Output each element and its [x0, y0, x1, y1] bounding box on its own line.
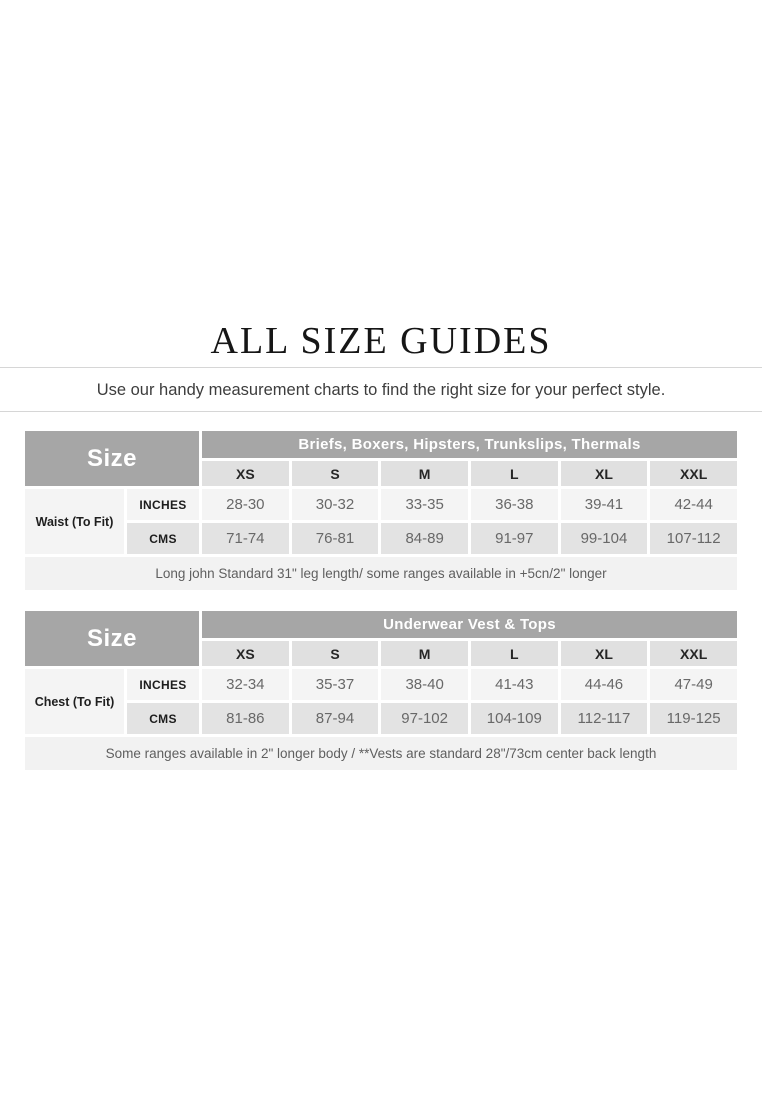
table-row — [25, 703, 737, 734]
category-header: Briefs, Boxers, Hipsters, Trunkslips, Thermals — [202, 431, 737, 458]
size-value-cell: 76-81 — [292, 523, 379, 554]
size-value-cell: 38-40 — [381, 669, 468, 700]
size-column-header: M — [381, 461, 468, 486]
table-footnote: Long john Standard 31" leg length/ some ranges available in +5cn/2" longer — [25, 557, 737, 590]
size-column-header: XXL — [650, 641, 737, 666]
size-value-cell: 104-109 — [471, 703, 558, 734]
unit-label: CMS — [127, 523, 199, 554]
size-value-cell: 107-112 — [650, 523, 737, 554]
size-column-header: M — [381, 641, 468, 666]
size-column-header: XXL — [650, 461, 737, 486]
table-row — [25, 523, 737, 554]
size-guide-table-vests — [22, 608, 740, 773]
size-column-header: L — [471, 461, 558, 486]
size-column-header: S — [292, 641, 379, 666]
table-footnote: Some ranges available in 2" longer body / **Vests are standard 28"/73cm center back length — [25, 737, 737, 770]
size-column-header: XS — [202, 641, 289, 666]
size-value-cell: 81-86 — [202, 703, 289, 734]
size-value-cell: 28-30 — [202, 489, 289, 520]
size-corner-header: Size — [25, 611, 199, 666]
size-value-cell: 42-44 — [650, 489, 737, 520]
size-value-cell: 39-41 — [561, 489, 648, 520]
unit-label: INCHES — [127, 489, 199, 520]
size-value-cell: 119-125 — [650, 703, 737, 734]
size-value-cell: 32-34 — [202, 669, 289, 700]
size-value-cell: 35-37 — [292, 669, 379, 700]
size-value-cell: 91-97 — [471, 523, 558, 554]
size-guide-table-briefs — [22, 428, 740, 593]
size-value-cell: 33-35 — [381, 489, 468, 520]
table-row — [25, 489, 737, 520]
size-value-cell: 30-32 — [292, 489, 379, 520]
size-value-cell: 36-38 — [471, 489, 558, 520]
size-value-cell: 71-74 — [202, 523, 289, 554]
size-value-cell: 112-117 — [561, 703, 648, 734]
category-header: Underwear Vest & Tops — [202, 611, 737, 638]
unit-label: INCHES — [127, 669, 199, 700]
size-value-cell: 47-49 — [650, 669, 737, 700]
size-column-header: L — [471, 641, 558, 666]
size-value-cell: 97-102 — [381, 703, 468, 734]
size-value-cell: 44-46 — [561, 669, 648, 700]
row-label: Chest (To Fit) — [25, 669, 124, 734]
unit-label: CMS — [127, 703, 199, 734]
size-column-header: XS — [202, 461, 289, 486]
row-label: Waist (To Fit) — [25, 489, 124, 554]
page-title: ALL SIZE GUIDES — [210, 320, 552, 362]
size-corner-header: Size — [25, 431, 199, 486]
size-column-header: S — [292, 461, 379, 486]
divider — [0, 411, 762, 412]
size-value-cell: 87-94 — [292, 703, 379, 734]
table-row — [25, 669, 737, 700]
size-column-header: XL — [561, 461, 648, 486]
size-value-cell: 41-43 — [471, 669, 558, 700]
size-value-cell: 99-104 — [561, 523, 648, 554]
size-column-header: XL — [561, 641, 648, 666]
page-subtitle: Use our handy measurement charts to find the right size for your perfect style. — [96, 381, 666, 399]
size-value-cell: 84-89 — [381, 523, 468, 554]
